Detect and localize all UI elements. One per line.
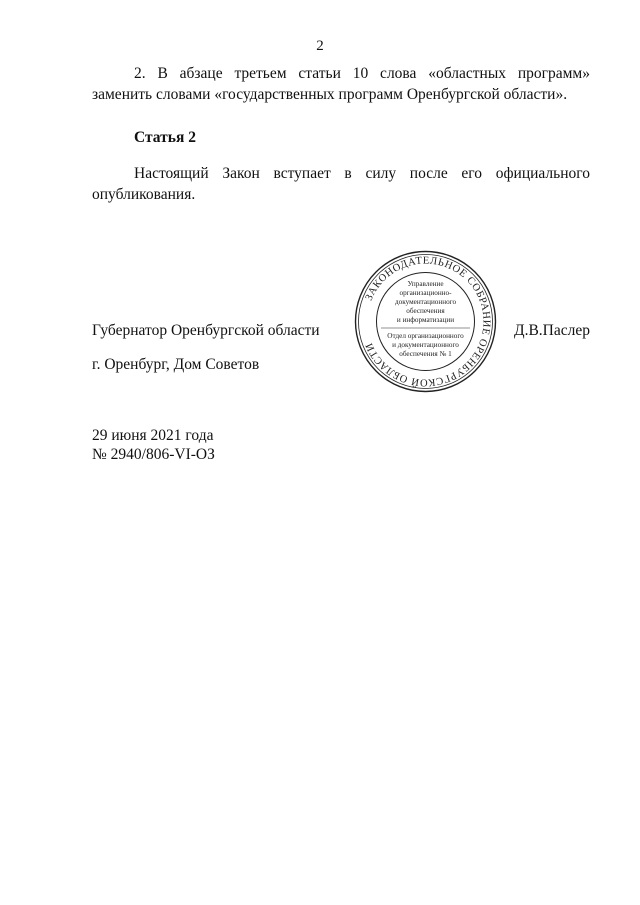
paragraph-amendment: 2. В абзаце третьем статьи 10 слова «областных программ» заменить словами «государственных программ Оренбургской области». [92, 65, 590, 103]
article-heading: Статья 2 [134, 129, 196, 146]
seal-inner-line: Управление [407, 280, 444, 288]
page-number: 2 [316, 38, 324, 54]
seal-stamp-graphic [353, 249, 498, 394]
seal-inner-line: документационного [394, 298, 457, 306]
svg-text:ЗАКОНОДАТЕЛЬНОЕ СОБРАНИЕ ОРЕНБ: ЗАКОНОДАТЕЛЬНОЕ СОБРАНИЕ ОРЕНБУРГСКОЙ ОБЛАСТИ [363, 255, 492, 388]
signing-place: г. Оренбург, Дом Советов [92, 356, 260, 373]
paragraph-entry-into-force: Настоящий Закон вступает в силу после его официального опубликования. [92, 165, 590, 203]
signing-date: 29 июня 2021 года [92, 427, 214, 444]
seal-inner-line: Отдел организационного [387, 332, 464, 340]
seal-inner-line: обеспечения [406, 307, 445, 315]
law-number: № 2940/806-VI-ОЗ [92, 446, 215, 463]
seal-inner-line: организационно- [399, 289, 452, 297]
seal-inner-line: и документационного [392, 341, 459, 349]
governor-title: Губернатор Оренбургской области [92, 322, 320, 339]
seal-inner-line: обеспечения № 1 [399, 350, 452, 358]
seal-inner-line: и информатизации [396, 316, 455, 324]
signatory-name: Д.В.Паслер [514, 322, 590, 339]
official-seal [353, 249, 498, 394]
